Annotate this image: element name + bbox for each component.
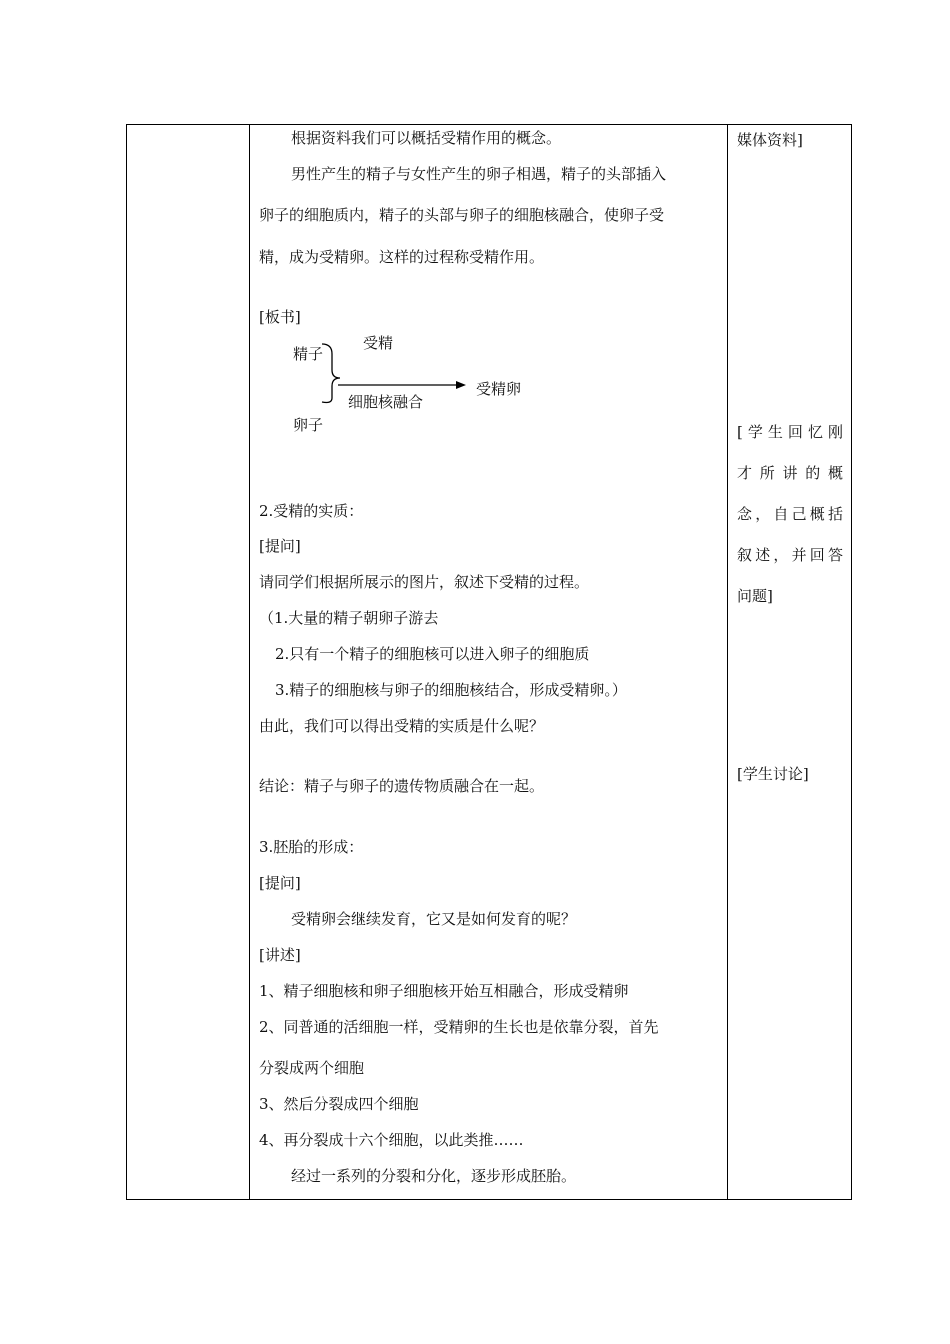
section-3-step: 1、精子细胞核和卵子细胞核开始互相融合，形成受精卵 bbox=[259, 982, 629, 1000]
board-label: [板书] bbox=[259, 308, 301, 326]
side-media-note: 媒体资料] bbox=[737, 131, 803, 149]
diagram-below-arrow: 细胞核融合 bbox=[348, 393, 424, 411]
section-2-list-item: 2.只有一个精子的细胞核可以进入卵子的细胞质 bbox=[275, 645, 590, 663]
concept-line-1: 男性产生的精子与女性产生的卵子相遇，精子的头部插入 bbox=[291, 165, 667, 183]
arrow-head bbox=[456, 381, 466, 389]
side-recall-line: [学生回忆刚 bbox=[737, 423, 843, 441]
section-3-final: 经过一系列的分裂和分化，逐步形成胚胎。 bbox=[291, 1167, 577, 1185]
side-discuss-note: [学生讨论] bbox=[737, 765, 809, 783]
section-3-step: 4、再分裂成十六个细胞，以此类推…… bbox=[259, 1131, 524, 1149]
section-3-step: 2、同普通的活细胞一样，受精卵的生长也是依靠分裂，首先 bbox=[259, 1018, 659, 1036]
concept-line-3: 精，成为受精卵。这样的过程称受精作用。 bbox=[259, 248, 545, 266]
side-recall-note bbox=[737, 412, 843, 617]
section-2-question-label: [提问] bbox=[259, 537, 301, 555]
column-divider-1 bbox=[249, 124, 250, 1200]
curly-brace bbox=[322, 344, 340, 403]
section-2-list-item: （1.大量的精子朝卵子游去 bbox=[259, 609, 439, 627]
section-3-step: 分裂成两个细胞 bbox=[259, 1059, 365, 1077]
section-2-heading: 2.受精的实质： bbox=[259, 502, 364, 520]
side-recall-line: 问题] bbox=[737, 587, 773, 605]
concept-intro: 根据资料我们可以概括受精作用的概念。 bbox=[291, 129, 562, 147]
diagram-result: 受精卵 bbox=[476, 380, 522, 398]
section-3-narrate-label: [讲述] bbox=[259, 946, 301, 964]
section-3-question-label: [提问] bbox=[259, 874, 301, 892]
column-divider-2 bbox=[727, 124, 728, 1200]
diagram-sperm: 精子 bbox=[293, 345, 324, 363]
side-recall-line: 才所讲的概 bbox=[737, 464, 843, 482]
diagram-egg: 卵子 bbox=[293, 416, 324, 434]
section-2-list-item: 3.精子的细胞核与卵子的细胞核结合，形成受精卵。） bbox=[275, 681, 627, 699]
side-recall-line: 叙述，并回答 bbox=[737, 546, 843, 564]
section-2-conclusion: 结论：精子与卵子的遗传物质融合在一起。 bbox=[259, 777, 545, 795]
section-3-step: 3、然后分裂成四个细胞 bbox=[259, 1095, 419, 1113]
section-3-question: 受精卵会继续发育，它又是如何发育的呢？ bbox=[291, 910, 577, 928]
fertilization-diagram bbox=[310, 340, 470, 404]
section-2-prompt: 请同学们根据所展示的图片，叙述下受精的过程。 bbox=[259, 573, 590, 591]
section-2-followup: 由此，我们可以得出受精的实质是什么呢？ bbox=[259, 717, 545, 735]
section-3-heading: 3.胚胎的形成： bbox=[259, 838, 364, 856]
diagram-above-arrow: 受精 bbox=[363, 334, 394, 352]
concept-line-2: 卵子的细胞质内，精子的头部与卵子的细胞核融合，使卵子受 bbox=[259, 206, 665, 224]
side-recall-line: 念，自己概括 bbox=[737, 505, 843, 523]
